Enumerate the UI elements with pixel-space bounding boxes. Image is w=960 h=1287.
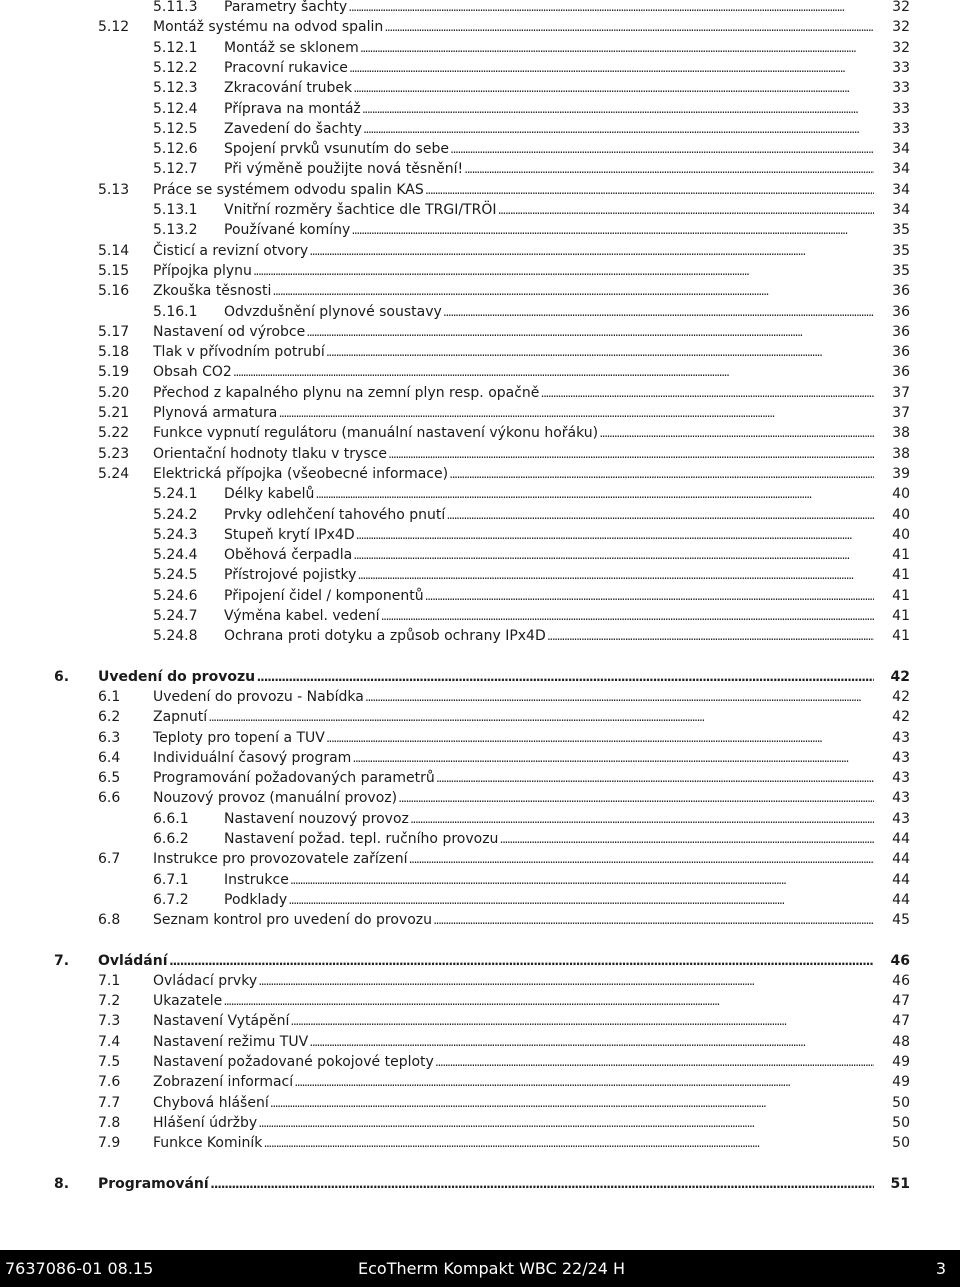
toc-entry-title: Seznam kontrol pro uvedení do provozu . . .: [153, 910, 874, 930]
toc-entry-number: 7.3: [98, 1013, 121, 1030]
toc-entry[interactable]: [0, 484, 960, 504]
toc-entry-page: 34: [892, 181, 910, 198]
toc-entry[interactable]: [0, 1093, 960, 1113]
toc-entry-page: 34: [892, 161, 910, 178]
toc-entry-page: 38: [892, 445, 910, 462]
toc-entry-number: 5.24.8: [153, 628, 198, 645]
toc-entry-number: 5.24.3: [153, 526, 198, 543]
toc-entry-number: 5.19: [98, 364, 130, 381]
toc-entry[interactable]: [0, 768, 960, 788]
toc-entry-number: 5.14: [98, 242, 130, 259]
toc-entry[interactable]: [0, 403, 960, 423]
toc-entry-title: Tlak v přívodním potrubí . . .: [153, 342, 874, 362]
toc-entry-title: Ochrana proti dotyku a způsob ochrany IPx4D . . .: [224, 626, 874, 646]
toc-entry-title: Uvedení do provozu . . .: [98, 667, 874, 687]
toc-entry-number: 5.24: [98, 465, 130, 482]
toc-entry-number: 6.5: [98, 770, 121, 787]
toc-entry-title: Plynová armatura . . .: [153, 403, 874, 423]
toc-entry-number: 7.5: [98, 1054, 121, 1070]
toc-entry[interactable]: [0, 159, 960, 179]
toc-entry-number: 5.20: [98, 384, 130, 401]
toc-entry[interactable]: [0, 342, 960, 362]
toc-entry[interactable]: [0, 565, 960, 585]
toc-entry-page: 46: [892, 972, 910, 989]
toc-entry-number: 5.12.1: [153, 39, 198, 56]
toc-entry-number: 5.22: [98, 425, 130, 442]
toc-entry-page: 35: [892, 242, 910, 259]
toc-entry-page: 37: [892, 384, 910, 401]
toc-entry-page: 36: [892, 344, 910, 361]
toc-entry-number: 7.4: [98, 1033, 121, 1050]
toc-entry[interactable]: [0, 362, 960, 382]
toc-entry-number: 6.7.1: [153, 871, 189, 888]
toc-entry-number: 6.6.2: [153, 831, 189, 847]
toc-entry-number: 7.9: [98, 1135, 121, 1152]
toc-entry-number: 6.6.1: [153, 810, 189, 827]
toc-entry-page: 33: [892, 100, 910, 117]
toc-entry[interactable]: [0, 58, 960, 78]
toc-entry-title: Přístrojové pojistky . . .: [224, 565, 874, 585]
toc-entry-title: Nouzový provoz (manuální provoz) . . .: [153, 788, 874, 808]
toc-entry-number: 5.15: [98, 262, 130, 279]
toc-entry[interactable]: [0, 38, 960, 58]
toc-entry[interactable]: [0, 1052, 960, 1072]
toc-entry-number: 5.12.6: [153, 141, 198, 158]
toc-entry-number: 5.12.3: [153, 80, 198, 97]
toc-entry-title: Stupeň krytí IPx4D . . .: [224, 525, 874, 545]
toc-entry-number: 7.8: [98, 1114, 121, 1131]
toc-entry-title: Nastavení požadované pokojové teploty . . .: [153, 1052, 874, 1072]
toc-entry-page: 44: [892, 831, 910, 847]
toc-entry-page: 33: [892, 120, 910, 137]
toc-entry-number: 7.: [54, 952, 70, 969]
toc-entry-page: 34: [892, 141, 910, 158]
toc-entry-number: 5.24.6: [153, 587, 198, 604]
toc-entry-page: 36: [892, 283, 910, 300]
toc-entry-number: 5.18: [98, 344, 130, 361]
toc-entry-title: Vnitřní rozměry šachtice dle TRGI/TRÖI . . .: [224, 200, 874, 220]
toc-entry-page: 48: [892, 1033, 910, 1050]
toc-entry[interactable]: [0, 991, 960, 1011]
toc-entry-page: 40: [892, 486, 910, 503]
toc-entry-number: 7.6: [98, 1074, 121, 1091]
toc-entry-title: Chybová hlášení . . .: [153, 1093, 874, 1113]
toc-entry-page: 39: [892, 465, 910, 482]
toc-entry[interactable]: [0, 606, 960, 626]
toc-entry[interactable]: [0, 139, 960, 159]
toc-entry-title: Montáž systému na odvod spalin . . .: [153, 17, 874, 37]
toc-entry-page: 42: [892, 688, 910, 705]
toc-entry-page: 41: [892, 547, 910, 564]
toc-entry-title: Instrukce pro provozovatele zařízení . . .: [153, 849, 874, 869]
toc-entry-number: 5.12.4: [153, 100, 198, 117]
toc-entry-title: Nastavení od výrobce . . .: [153, 322, 874, 342]
toc-entry-title: Délky kabelů . . .: [224, 484, 874, 504]
toc-entry[interactable]: [0, 78, 960, 98]
page-footer: [0, 1250, 960, 1287]
toc-entry-title: Parametry šachty . . .: [224, 0, 874, 17]
toc-entry-page: 32: [892, 19, 910, 36]
toc-entry[interactable]: [0, 545, 960, 565]
toc-entry-page: 36: [892, 364, 910, 381]
toc-entry-page: 50: [892, 1114, 910, 1131]
toc-entry[interactable]: [0, 180, 960, 200]
toc-entry[interactable]: [0, 423, 960, 443]
toc-entry[interactable]: [0, 788, 960, 808]
toc-entry-page: 43: [892, 790, 910, 807]
toc-entry-title: Programování . . .: [98, 1174, 874, 1194]
toc-entry[interactable]: [0, 728, 960, 748]
toc-entry-number: 6.1: [98, 688, 121, 705]
toc-entry-title: Elektrická přípojka (všeobecné informace) . . .: [153, 464, 874, 484]
toc-entry-page: 35: [892, 222, 910, 239]
toc-entry-page: 47: [892, 1013, 910, 1030]
toc-entry-title: Ukazatele . . .: [153, 991, 874, 1011]
toc-entry-number: 5.24.5: [153, 567, 198, 584]
toc-entry-title: Teploty pro topení a TUV . . .: [153, 728, 874, 748]
toc-entry-page: 45: [892, 912, 910, 929]
toc-entry-number: 7.1: [98, 972, 121, 989]
toc-entry-number: 5.23: [98, 445, 130, 462]
toc-entry-page: 46: [890, 952, 910, 969]
toc-entry-number: 5.16.1: [153, 303, 198, 320]
toc-entry[interactable]: [0, 667, 960, 687]
toc-entry-page: 50: [892, 1135, 910, 1152]
toc-entry[interactable]: [0, 220, 960, 240]
toc-entry-page: 33: [892, 59, 910, 76]
toc-entry-number: 7.7: [98, 1094, 121, 1111]
toc-entry[interactable]: [0, 99, 960, 119]
toc-entry[interactable]: [0, 707, 960, 727]
toc-entry-title: Montáž se sklonem . . .: [224, 38, 874, 58]
toc-entry-title: Přípojka plynu . . .: [153, 261, 874, 281]
toc-entry-title: Spojení prvků vsunutím do sebe . . .: [224, 139, 874, 159]
toc-entry[interactable]: [0, 525, 960, 545]
toc-entry-title: Individuální časový program . . .: [153, 748, 874, 768]
toc-entry-number: 8.: [54, 1175, 70, 1192]
toc-entry-title: Oběhová čerpadla . . .: [224, 545, 874, 565]
toc-entry-title: Odvzdušnění plynové soustavy . . .: [224, 302, 874, 322]
toc-entry-page: 38: [892, 425, 910, 442]
toc-entry[interactable]: [0, 464, 960, 484]
toc-entry-title: Instrukce . . .: [224, 870, 874, 890]
toc-entry-page: 44: [892, 871, 910, 888]
toc-entry-title: Nastavení nouzový provoz . . .: [224, 809, 874, 829]
toc-entry[interactable]: [0, 281, 960, 301]
toc-entry-number: 5.12.5: [153, 120, 198, 137]
toc-entry[interactable]: [0, 302, 960, 322]
toc-entry[interactable]: [0, 748, 960, 768]
toc-entry-title: Funkce vypnutí regulátoru (manuální nastavení výkonu hořáku) . . .: [153, 423, 874, 443]
toc-entry-page: 43: [892, 770, 910, 787]
toc-entry-title: Ovládací prvky . . .: [153, 971, 874, 991]
toc-entry-number: 5.24.1: [153, 486, 198, 503]
toc-entry-page: 36: [892, 303, 910, 320]
toc-entry-number: 5.11.3: [153, 0, 198, 15]
toc-entry[interactable]: [0, 1032, 960, 1052]
toc-entry-title: Při výměně použijte nová těsnění! . . .: [224, 159, 874, 179]
toc-entry-page: 50: [892, 1094, 910, 1111]
toc-entry-page: 41: [892, 567, 910, 584]
toc-entry[interactable]: [0, 870, 960, 890]
toc-entry-title: Používané komíny . . .: [224, 220, 874, 240]
toc-entry-title: Zkouška těsnosti . . .: [153, 281, 874, 301]
toc-entry-number: 5.13.2: [153, 222, 198, 239]
toc-entry-page: 43: [892, 749, 910, 766]
toc-entry-title: Orientační hodnoty tlaku v trysce . . .: [153, 444, 874, 464]
toc-entry-number: 6.7: [98, 851, 121, 868]
toc-entry-page: 41: [892, 587, 910, 604]
toc-entry[interactable]: [0, 971, 960, 991]
toc-entry-title: Zavedení do šachty . . .: [224, 119, 874, 139]
toc-entry[interactable]: [0, 849, 960, 869]
toc-entry-title: Prvky odlehčení tahového pnutí . . .: [224, 505, 874, 525]
toc-entry[interactable]: [0, 586, 960, 606]
toc-entry-number: 5.13: [98, 181, 130, 198]
toc-entry[interactable]: [0, 1113, 960, 1133]
toc-entry[interactable]: [0, 809, 960, 829]
toc-entry-page: 47: [892, 993, 910, 1010]
footer-page-number: 3: [935, 1259, 946, 1278]
toc-entry[interactable]: [0, 241, 960, 261]
toc-entry-page: 44: [892, 851, 910, 868]
toc-entry-title: Ovládání . . .: [98, 951, 874, 971]
toc-entry-page: 49: [892, 1054, 910, 1070]
toc-entry-page: 49: [892, 1074, 910, 1091]
toc-entry-number: 6.7.2: [153, 891, 189, 908]
toc-entry-number: 5.13.1: [153, 202, 198, 218]
toc-entry-title: Zobrazení informací . . .: [153, 1072, 874, 1092]
toc-entry-number: 5.24.7: [153, 608, 198, 624]
toc-entry-title: Zkracování trubek . . .: [224, 78, 874, 98]
toc-entry[interactable]: [0, 383, 960, 403]
toc-entry[interactable]: [0, 17, 960, 37]
toc-entry-title: Nastavení požad. tepl. ručního provozu . . .: [224, 829, 874, 849]
toc-entry-title: Funkce Kominík . . .: [153, 1133, 874, 1153]
toc-entry[interactable]: [0, 1072, 960, 1092]
toc-entry-page: 51: [890, 1175, 910, 1192]
toc-entry-page: 36: [892, 323, 910, 340]
toc-entry[interactable]: [0, 890, 960, 910]
toc-entry-page: 42: [890, 668, 910, 685]
toc-entry-number: 5.24.2: [153, 506, 198, 523]
toc-entry-page: 40: [892, 526, 910, 543]
toc-entry[interactable]: [0, 1011, 960, 1031]
toc-entry-page: 35: [892, 262, 910, 279]
toc-entry-title: Připojení čidel / komponentů . . .: [224, 586, 874, 606]
toc-entry[interactable]: [0, 322, 960, 342]
toc-entry-number: 7.2: [98, 993, 121, 1010]
toc-entry-number: 5.24.4: [153, 547, 198, 564]
toc-entry-page: 44: [892, 891, 910, 908]
toc-entry-page: 40: [892, 506, 910, 523]
toc-entry-title: Uvedení do provozu - Nabídka . . .: [153, 687, 874, 707]
toc-entry-title: Výměna kabel. vedení . . .: [224, 606, 874, 626]
toc-entry[interactable]: [0, 1174, 960, 1194]
toc-entry-title: Zapnutí . . .: [153, 707, 874, 727]
toc-entry-number: 6.3: [98, 729, 121, 746]
toc-entry-page: 32: [892, 0, 910, 15]
toc-entry[interactable]: [0, 119, 960, 139]
toc-entry-page: 37: [892, 405, 910, 421]
toc-entry-page: 42: [892, 709, 910, 726]
toc-entry[interactable]: [0, 200, 960, 220]
footer-doc-number: 7637086-01 08.15: [5, 1259, 154, 1278]
toc-entry-page: 43: [892, 810, 910, 827]
toc-entry-title: Pracovní rukavice . . .: [224, 58, 874, 78]
toc-entry-number: 5.16: [98, 283, 130, 300]
toc-entry-title: Čisticí a revizní otvory . . .: [153, 241, 874, 261]
toc-entry-title: Přechod z kapalného plynu na zemní plyn resp. opačně . . .: [153, 383, 874, 403]
toc-entry-title: Práce se systémem odvodu spalin KAS . . .: [153, 180, 874, 200]
toc-entry-number: 6.: [54, 668, 70, 685]
toc-entry[interactable]: [0, 261, 960, 281]
toc-entry-page: 41: [892, 628, 910, 645]
toc-entry-number: 6.8: [98, 912, 121, 929]
toc-entry-title: Příprava na montáž . . .: [224, 99, 874, 119]
toc-entry-page: 33: [892, 80, 910, 97]
toc-entry[interactable]: [0, 910, 960, 930]
toc-entry-page: 43: [892, 729, 910, 746]
toc-entry[interactable]: [0, 505, 960, 525]
toc-entry-number: 5.21: [98, 405, 130, 421]
footer-product-name: EcoTherm Kompakt WBC 22/24 H: [358, 1259, 626, 1278]
toc-entry-title: Nastavení režimu TUV . . .: [153, 1032, 874, 1052]
toc-entry-number: 6.6: [98, 790, 121, 807]
toc-entry-number: 5.17: [98, 323, 130, 340]
toc-entry-page: 34: [892, 202, 910, 218]
toc-entry[interactable]: [0, 626, 960, 646]
toc-entry-title: Programování požadovaných parametrů . . .: [153, 768, 874, 788]
toc-entry[interactable]: [0, 687, 960, 707]
toc-entry-number: 6.4: [98, 749, 121, 766]
toc-entry[interactable]: [0, 0, 960, 17]
toc-entry-title: Podklady . . .: [224, 890, 874, 910]
toc-entry[interactable]: [0, 951, 960, 971]
toc-entry-number: 5.12: [98, 19, 130, 36]
toc-entry-number: 6.2: [98, 709, 121, 726]
toc-entry-title: Hlášení údržby . . .: [153, 1113, 874, 1133]
toc-entry[interactable]: [0, 444, 960, 464]
toc-entry-number: 5.12.7: [153, 161, 198, 178]
toc-entry-page: 41: [892, 608, 910, 624]
toc-entry[interactable]: [0, 829, 960, 849]
toc-entry-number: 5.12.2: [153, 59, 198, 76]
toc-entry-page: 32: [892, 39, 910, 56]
toc-entry-title: Nastavení Vytápění . . .: [153, 1011, 874, 1031]
toc-entry-title: Obsah CO2 . . .: [153, 362, 874, 382]
toc-entry[interactable]: [0, 1133, 960, 1153]
